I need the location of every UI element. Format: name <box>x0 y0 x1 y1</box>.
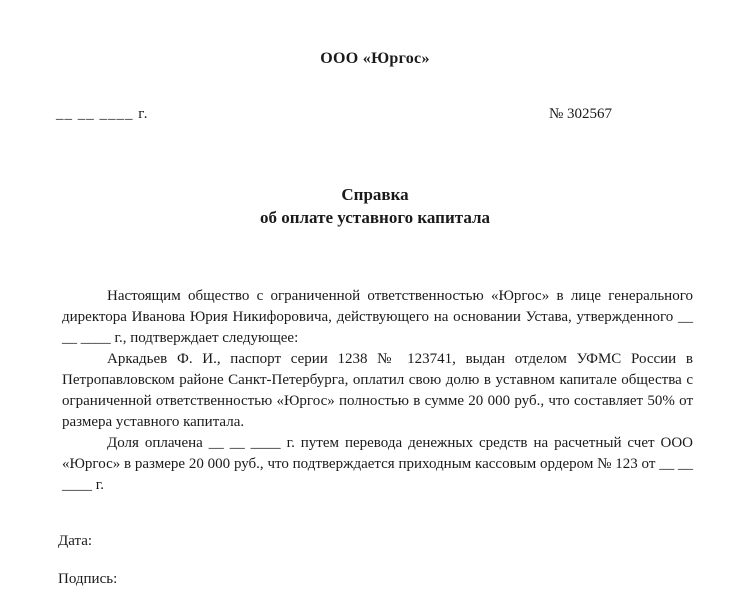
paragraph-intro: Настоящим общество с ограниченной ответственностью «Юргос» в лице генерального директора Иванова Юрия Никифоровича, действующего на основании Устава, утвержденного __ __ ____ г., подтверждает следующее: <box>62 288 693 346</box>
document-title <box>0 183 750 229</box>
signature-block <box>0 533 750 588</box>
document-body <box>0 286 750 496</box>
document-title-line2: об оплате уставного капитала <box>259 208 491 227</box>
signature-label: Подпись: <box>58 571 118 587</box>
company-name: ООО «Юргос» <box>320 50 430 67</box>
document-title-line1: Справка <box>341 185 409 204</box>
date-label: Дата: <box>58 533 93 549</box>
document-number: № 302567 <box>548 106 612 122</box>
paragraph-payment-details: Аркадьев Ф. И., паспорт серии 1238 № 123741, выдан отделом УФМС России в Петропавловском районе Санкт-Петербурга, оплатил свою долю в уставном капитале общества с ограниченной ответственностью «Юргос» полностью в сумме 20 000 руб., что составляет 50% от размера уставного капитала. <box>62 351 693 430</box>
paragraph-payment-confirmation: Доля оплачена __ __ ____ г. путем перевода денежных средств на расчетный счет ООО «Юргос» в размере 20 000 руб., что подтверждается приходным кассовым ордером № 123 от __ __ ____ г. <box>62 435 693 493</box>
document-date-blank: __ __ ____ г. <box>56 106 149 122</box>
meta-row <box>0 106 750 123</box>
